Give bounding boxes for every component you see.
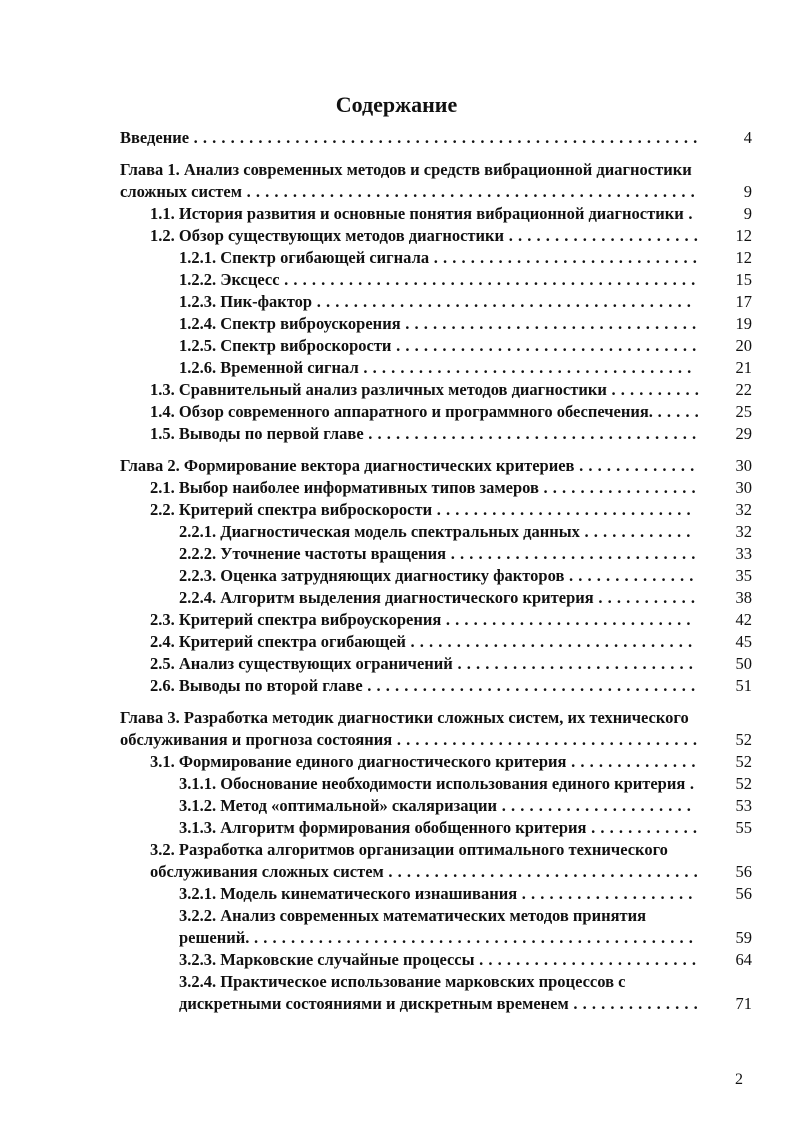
- toc-entry-page: 50: [735, 654, 752, 673]
- toc-entry-label: 3.1.1. Обоснование необходимости использования единого критерия: [179, 774, 686, 793]
- toc-entry: [120, 565, 756, 587]
- toc-entry-text: [120, 423, 756, 445]
- toc-leader-dots: . . . . . . . . . . . . . . . . . . . . . . . . . . . . . . . . . . . .: [362, 676, 696, 695]
- toc-entry-text: [120, 521, 756, 543]
- toc-entry-text: [120, 751, 756, 773]
- toc-leader-dots: . . . . . . . . . . . . . . . . . . . . . . . . . . .: [441, 610, 692, 629]
- toc-leader-dots: . . . . . . . . . . . . . . . . . . . . . . . . . . . . . . . . . . . . . . . . .: [312, 292, 692, 311]
- toc-entry-page: 15: [735, 270, 752, 289]
- toc-leader-dots: . . . . . . . . . . . .: [586, 818, 698, 837]
- toc-entry: [120, 883, 756, 905]
- toc-entry-text: [120, 675, 756, 697]
- toc-entry-label: 1.2.4. Спектр виброускорения: [179, 314, 401, 333]
- toc-entry-text: [120, 795, 756, 817]
- toc-entry-text: [120, 379, 756, 401]
- toc-entry-page: 20: [735, 336, 752, 355]
- toc-entry-label: 2.2. Критерий спектра виброскорости: [150, 500, 433, 519]
- toc-entry-label: 2.2.1. Диагностическая модель спектральных данных: [179, 522, 580, 541]
- toc-entry-page: 52: [735, 752, 752, 771]
- toc-entry: [120, 499, 756, 521]
- toc-entry-label: 2.5. Анализ существующих ограничений: [150, 654, 453, 673]
- toc-entry-label: 2.2.4. Алгоритм выделения диагностического критерия: [179, 588, 594, 607]
- toc-leader-dots: .: [683, 204, 694, 223]
- toc-entry-text: [120, 401, 756, 423]
- toc-leader-dots: . . . . . . . . . . . . . . . . .: [538, 478, 697, 497]
- toc-entry-label: 2.2.2. Уточнение частоты вращения: [179, 544, 447, 563]
- toc-leader-dots: . . . . . . . . . . . . . . . . . . . . . . . . . . . .: [432, 500, 692, 519]
- toc-entry-label: 1.2.2. Эксцесс: [179, 270, 280, 289]
- toc-entry-text: [120, 225, 756, 247]
- toc-leader-dots: . . . . . . . . . . . . . . . . . . . . . . . .: [474, 950, 697, 969]
- toc-entry-label: 1.2.5. Спектр виброскорости: [179, 336, 392, 355]
- toc-entry: [120, 609, 756, 631]
- toc-entry-text: [120, 543, 756, 565]
- toc-entry: [120, 379, 756, 401]
- toc-entry-text: [120, 357, 756, 379]
- toc-leader-dots: . . . . . . . . . . . . . . . . . . . . . . . . . . . . . . . . .: [391, 336, 697, 355]
- toc-entry-page: 25: [735, 402, 752, 421]
- toc-leader-dots: . . . . . . . . . . . . . . . . . . . . .: [497, 796, 692, 815]
- toc-entry-page: 71: [735, 994, 752, 1013]
- toc-entry: [120, 291, 756, 313]
- toc-leader-dots: . . . . . . . . . . . . . . . . . . . . . . . . . . . . . . . . . . . . . . . . . . . . . . . .: [249, 928, 694, 947]
- toc-entry-page: 30: [735, 456, 752, 475]
- toc-entry-label: 1.2.6. Временной сигнал: [179, 358, 359, 377]
- toc-leader-dots: . . . . . . . . . . . . . .: [568, 994, 699, 1013]
- toc-entry: [120, 269, 756, 291]
- toc-leader-dots: . . . . . . . . . . . . . . . . . . . . .: [504, 226, 699, 245]
- toc-entry-text: [120, 587, 756, 609]
- toc-entry-text: [120, 773, 756, 795]
- toc-entry: [120, 543, 756, 565]
- toc-entry: [120, 795, 756, 817]
- toc-entry-label: 2.4. Критерий спектра огибающей: [150, 632, 406, 651]
- toc-entry-text: [120, 839, 756, 883]
- toc-entry: [120, 477, 756, 499]
- toc-entry: [120, 675, 756, 697]
- toc-entry: [120, 401, 756, 423]
- toc-entry-page: 32: [735, 522, 752, 541]
- toc-entry: [120, 653, 756, 675]
- toc-leader-dots: . . . . . . . . . . .: [593, 588, 696, 607]
- toc-entry-label: 3.2. Разработка алгоритмов организации оптимального технического обслуживания сложных систем: [150, 840, 668, 881]
- toc-entry-label: 3.1. Формирование единого диагностического критерия: [150, 752, 567, 771]
- toc-entry-page: 12: [735, 226, 752, 245]
- toc-entry-label: 2.6. Выводы по второй главе: [150, 676, 363, 695]
- toc-entry-page: 9: [743, 204, 752, 223]
- toc-entry-text: [120, 971, 756, 1015]
- page-number: 2: [735, 1071, 743, 1088]
- toc-entry-label: 3.2.1. Модель кинематического изнашивания: [179, 884, 518, 903]
- toc-entry-label: 1.3. Сравнительный анализ различных методов диагностики: [150, 380, 607, 399]
- toc-entry: [120, 587, 756, 609]
- toc-entry-label: Введение: [120, 128, 190, 147]
- toc-entry: [120, 313, 756, 335]
- toc-entry-label: 3.2.4. Практическое использование марковских процессов с дискретными состояниями и дискретным временем: [179, 972, 626, 1013]
- toc-leader-dots: . . . . . . . . . . . . . . . . . . .: [517, 884, 693, 903]
- toc-entry-label: 3.2.3. Марковские случайные процессы: [179, 950, 475, 969]
- toc-entry-page: 56: [735, 884, 752, 903]
- toc-leader-dots: . . . . . . . . . .: [606, 380, 700, 399]
- toc-entry-page: 45: [735, 632, 752, 651]
- toc-entry-label: 2.1. Выбор наиболее информативных типов замеров: [150, 478, 539, 497]
- toc-entry: [120, 455, 756, 477]
- toc-entry: [120, 631, 756, 653]
- toc-entry-text: [120, 499, 756, 521]
- toc-leader-dots: . . . . . . . . . . . . . . . . . . . . . . . . . . . . . . . . . . . . . . . . . . . . . . . . . . . . . . .: [189, 128, 698, 147]
- toc-leader-dots: . . . . . . . . . . . . . . . . . . . . . . . . . . . . . . .: [405, 632, 693, 651]
- toc-entry: [120, 203, 756, 225]
- toc-entry-text: [120, 127, 756, 149]
- toc-entry-page: 52: [735, 730, 752, 749]
- toc-entry: [120, 707, 756, 751]
- toc-leader-dots: . . . . . . . . . . . . . . . . . . . . . . . . . . . . . . . . . . . . . . . . . . . . .: [279, 270, 696, 289]
- toc-entry: [120, 751, 756, 773]
- toc-entry-text: [120, 335, 756, 357]
- toc-leader-dots: . . . . .: [652, 402, 700, 421]
- toc-entry: [120, 521, 756, 543]
- toc-entry: [120, 949, 756, 971]
- page-title: Содержание: [335, 92, 458, 117]
- toc-leader-dots: . . . . . . . . . . . . . .: [564, 566, 694, 585]
- toc-entry-page: 33: [735, 544, 752, 563]
- toc-entry-text: [120, 455, 756, 477]
- toc-entry-label: 1.2. Обзор существующих методов диагностики: [150, 226, 505, 245]
- toc-entry-text: [120, 905, 756, 949]
- toc-leader-dots: . . . . . . . . . . . . . . . . . . . . . . . . . . . . . . . . . . . . . . . . . . . . . . . . .: [241, 182, 696, 201]
- toc-entry: [120, 905, 756, 949]
- toc-entry-label: 3.2.2. Анализ современных математических методов принятия решений.: [179, 906, 647, 947]
- toc-entry: [120, 127, 756, 149]
- toc-entry-label: Глава 2. Формирование вектора диагностических критериев: [120, 456, 575, 475]
- toc-entry-text: [120, 159, 756, 203]
- toc-entry-text: [120, 653, 756, 675]
- toc-entry-label: 1.2.3. Пик-фактор: [179, 292, 313, 311]
- toc-entry-text: [120, 883, 756, 905]
- toc-leader-dots: . . . . . . . . . . . . . . . . . . . . . . . . . . . . . . . .: [400, 314, 697, 333]
- toc-entry-label: 2.2.3. Оценка затрудняющих диагностику факторов: [179, 566, 565, 585]
- toc-entry-label: 1.2.1. Спектр огибающей сигнала: [179, 248, 430, 267]
- table-of-contents: [120, 127, 756, 1015]
- toc-leader-dots: . . . . . . . . . . . . . .: [566, 752, 696, 771]
- toc-entry-text: [120, 949, 756, 971]
- toc-entry-page: 51: [735, 676, 752, 695]
- toc-entry-page: 21: [735, 358, 752, 377]
- toc-leader-dots: . . . . . . . . . . . . . . . . . . . . . . . . . . . . . . . . . . . .: [363, 424, 697, 443]
- toc-entry: [120, 423, 756, 445]
- toc-entry-page: 56: [735, 862, 752, 881]
- toc-leader-dots: . . . . . . . . . . . . . . . . . . . . . . . . . .: [452, 654, 694, 673]
- toc-entry: [120, 971, 756, 1015]
- toc-entry-text: [120, 203, 756, 225]
- toc-entry: [120, 773, 756, 795]
- toc-leader-dots: .: [685, 774, 695, 793]
- toc-entry-text: [120, 313, 756, 335]
- toc-entry-page: 29: [735, 424, 752, 443]
- toc-leader-dots: . . . . . . . . . . . .: [579, 522, 691, 541]
- toc-entry: [120, 159, 756, 203]
- toc-entry-label: Глава 3. Разработка методик диагностики сложных систем, их технического обслуживания и прогноза состояния: [120, 708, 689, 749]
- toc-leader-dots: . . . . . . . . . . . . . . . . . . . . . . . . . . . . . . . . .: [392, 730, 698, 749]
- toc-entry-text: [120, 565, 756, 587]
- toc-entry-label: 3.1.2. Метод «оптимальной» скаляризации: [179, 796, 498, 815]
- toc-entry: [120, 225, 756, 247]
- toc-entry-page: 64: [735, 950, 752, 969]
- toc-leader-dots: . . . . . . . . . . . . . . . . . . . . . . . . . . . . . . . . . . . .: [358, 358, 692, 377]
- toc-entry-text: [120, 269, 756, 291]
- toc-entry-page: 35: [735, 566, 752, 585]
- toc-entry-page: 9: [743, 182, 752, 201]
- toc-entry-page: 12: [735, 248, 752, 267]
- toc-leader-dots: . . . . . . . . . . . . . . . . . . . . . . . . . . . . .: [429, 248, 698, 267]
- toc-entry-page: 30: [735, 478, 752, 497]
- toc-entry-text: [120, 477, 756, 499]
- toc-entry-text: [120, 291, 756, 313]
- toc-entry-page: 4: [743, 128, 752, 147]
- toc-entry: [120, 247, 756, 269]
- toc-leader-dots: . . . . . . . . . . . . . . . . . . . . . . . . . . . . . . . . . .: [383, 862, 699, 881]
- toc-leader-dots: . . . . . . . . . . . . .: [574, 456, 695, 475]
- toc-entry-label: 2.3. Критерий спектра виброускорения: [150, 610, 442, 629]
- toc-entry-page: 59: [735, 928, 752, 947]
- toc-entry-text: [120, 247, 756, 269]
- toc-entry: [120, 335, 756, 357]
- toc-entry-label: 3.1.3. Алгоритм формирования обобщенного критерия: [179, 818, 587, 837]
- toc-entry-page: 17: [735, 292, 752, 311]
- toc-entry-text: [120, 817, 756, 839]
- toc-entry-page: 55: [735, 818, 752, 837]
- toc-entry-text: [120, 707, 756, 751]
- toc-entry-label: Глава 1. Анализ современных методов и средств вибрационной диагностики сложных систем: [120, 160, 692, 201]
- toc-entry-page: 38: [735, 588, 752, 607]
- toc-entry-text: [120, 609, 756, 631]
- toc-entry-label: 1.1. История развития и основные понятия вибрационной диагностики: [150, 204, 684, 223]
- toc-entry: [120, 357, 756, 379]
- toc-leader-dots: . . . . . . . . . . . . . . . . . . . . . . . . . . .: [446, 544, 696, 563]
- toc-entry-page: 42: [735, 610, 752, 629]
- toc-entry-page: 19: [735, 314, 752, 333]
- toc-entry: [120, 817, 756, 839]
- toc-entry-text: [120, 631, 756, 653]
- toc-entry-page: 32: [735, 500, 752, 519]
- toc-entry-page: 22: [735, 380, 752, 399]
- toc-entry-page: 53: [735, 796, 752, 815]
- toc-entry: [120, 839, 756, 883]
- toc-entry-label: 1.4. Обзор современного аппаратного и программного обеспечения.: [150, 402, 653, 421]
- toc-entry-page: 52: [735, 774, 752, 793]
- toc-entry-label: 1.5. Выводы по первой главе: [150, 424, 364, 443]
